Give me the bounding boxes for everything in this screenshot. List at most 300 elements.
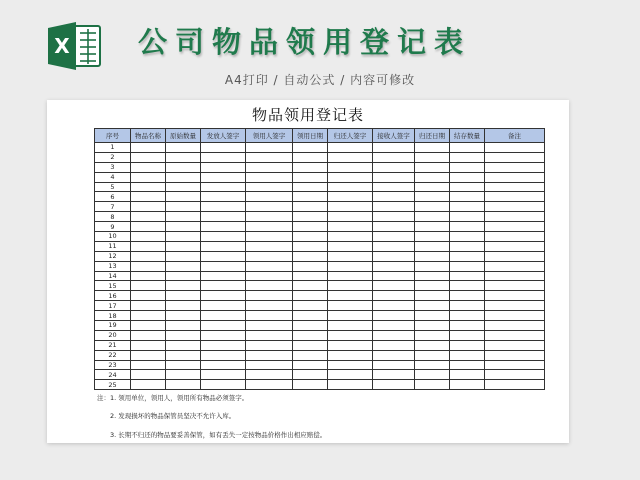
empty-cell[interactable] (293, 143, 328, 153)
empty-cell[interactable] (328, 261, 373, 271)
empty-cell[interactable] (166, 172, 201, 182)
empty-cell[interactable] (246, 222, 293, 232)
empty-cell[interactable] (166, 212, 201, 222)
empty-cell[interactable] (166, 380, 201, 390)
empty-cell[interactable] (246, 241, 293, 251)
empty-cell[interactable] (328, 162, 373, 172)
empty-cell[interactable] (373, 162, 415, 172)
empty-cell[interactable] (485, 291, 545, 301)
empty-cell[interactable] (131, 172, 166, 182)
row-number-cell[interactable]: 18 (95, 311, 131, 321)
empty-cell[interactable] (293, 182, 328, 192)
empty-cell[interactable] (201, 330, 246, 340)
empty-cell[interactable] (166, 251, 201, 261)
empty-cell[interactable] (450, 232, 485, 242)
empty-cell[interactable] (166, 360, 201, 370)
empty-cell[interactable] (166, 330, 201, 340)
empty-cell[interactable] (131, 143, 166, 153)
empty-cell[interactable] (166, 271, 201, 281)
empty-cell[interactable] (328, 330, 373, 340)
empty-cell[interactable] (415, 360, 450, 370)
empty-cell[interactable] (328, 311, 373, 321)
row-number-cell[interactable]: 11 (95, 241, 131, 251)
empty-cell[interactable] (201, 340, 246, 350)
empty-cell[interactable] (246, 370, 293, 380)
column-header: 接收人签字 (373, 129, 415, 143)
empty-cell[interactable] (373, 311, 415, 321)
empty-cell[interactable] (246, 202, 293, 212)
empty-cell[interactable] (166, 143, 201, 153)
empty-cell[interactable] (131, 360, 166, 370)
empty-cell[interactable] (450, 271, 485, 281)
empty-cell[interactable] (293, 281, 328, 291)
empty-cell[interactable] (485, 360, 545, 370)
table-row (95, 261, 545, 271)
empty-cell[interactable] (201, 261, 246, 271)
empty-cell[interactable] (246, 152, 293, 162)
empty-cell[interactable] (201, 241, 246, 251)
empty-cell[interactable] (328, 152, 373, 162)
empty-cell[interactable] (373, 291, 415, 301)
empty-cell[interactable] (450, 360, 485, 370)
empty-cell[interactable] (373, 330, 415, 340)
empty-cell[interactable] (131, 162, 166, 172)
empty-cell[interactable] (201, 350, 246, 360)
empty-cell[interactable] (166, 321, 201, 331)
empty-cell[interactable] (246, 162, 293, 172)
row-number-cell[interactable]: 24 (95, 370, 131, 380)
empty-cell[interactable] (293, 162, 328, 172)
table-row (95, 251, 545, 261)
empty-cell[interactable] (246, 172, 293, 182)
empty-cell[interactable] (293, 350, 328, 360)
empty-cell[interactable] (485, 172, 545, 182)
empty-cell[interactable] (373, 182, 415, 192)
empty-cell[interactable] (485, 182, 545, 192)
empty-cell[interactable] (201, 182, 246, 192)
empty-cell[interactable] (373, 360, 415, 370)
empty-cell[interactable] (201, 143, 246, 153)
empty-cell[interactable] (131, 152, 166, 162)
empty-cell[interactable] (201, 370, 246, 380)
empty-cell[interactable] (373, 271, 415, 281)
empty-cell[interactable] (131, 291, 166, 301)
empty-cell[interactable] (450, 340, 485, 350)
empty-cell[interactable] (373, 340, 415, 350)
column-header: 物品名称 (131, 129, 166, 143)
empty-cell[interactable] (415, 241, 450, 251)
empty-cell[interactable] (328, 380, 373, 390)
empty-cell[interactable] (415, 340, 450, 350)
column-header: 备注 (485, 129, 545, 143)
empty-cell[interactable] (131, 192, 166, 202)
excel-icon (46, 20, 102, 72)
empty-cell[interactable] (415, 162, 450, 172)
empty-cell[interactable] (201, 192, 246, 202)
empty-cell[interactable] (450, 241, 485, 251)
empty-cell[interactable] (450, 370, 485, 380)
empty-cell[interactable] (293, 370, 328, 380)
empty-cell[interactable] (485, 271, 545, 281)
empty-cell[interactable] (131, 281, 166, 291)
empty-cell[interactable] (415, 261, 450, 271)
empty-cell[interactable] (450, 311, 485, 321)
row-number-cell[interactable]: 13 (95, 261, 131, 271)
empty-cell[interactable] (328, 143, 373, 153)
empty-cell[interactable] (131, 340, 166, 350)
empty-cell[interactable] (166, 222, 201, 232)
empty-cell[interactable] (373, 380, 415, 390)
empty-cell[interactable] (246, 192, 293, 202)
empty-cell[interactable] (373, 251, 415, 261)
empty-cell[interactable] (293, 380, 328, 390)
empty-cell[interactable] (166, 301, 201, 311)
empty-cell[interactable] (166, 202, 201, 212)
table-row (95, 380, 545, 390)
empty-cell[interactable] (166, 350, 201, 360)
empty-cell[interactable] (246, 380, 293, 390)
empty-cell[interactable] (166, 162, 201, 172)
table-row (95, 321, 545, 331)
empty-cell[interactable] (373, 232, 415, 242)
table-row (95, 301, 545, 311)
empty-cell[interactable] (246, 143, 293, 153)
row-number-cell[interactable]: 17 (95, 301, 131, 311)
empty-cell[interactable] (246, 261, 293, 271)
row-number-cell[interactable]: 4 (95, 172, 131, 182)
row-number-cell[interactable]: 19 (95, 321, 131, 331)
row-number-cell[interactable]: 14 (95, 271, 131, 281)
table-row (95, 222, 545, 232)
row-number-cell[interactable]: 12 (95, 251, 131, 261)
empty-cell[interactable] (246, 311, 293, 321)
empty-cell[interactable] (450, 143, 485, 153)
empty-cell[interactable] (293, 330, 328, 340)
empty-cell[interactable] (293, 212, 328, 222)
row-number-cell[interactable]: 5 (95, 182, 131, 192)
empty-cell[interactable] (415, 311, 450, 321)
empty-cell[interactable] (201, 301, 246, 311)
empty-cell[interactable] (246, 330, 293, 340)
empty-cell[interactable] (373, 350, 415, 360)
empty-cell[interactable] (166, 192, 201, 202)
empty-cell[interactable] (131, 241, 166, 251)
empty-cell[interactable] (450, 350, 485, 360)
row-number-cell[interactable]: 20 (95, 330, 131, 340)
empty-cell[interactable] (131, 311, 166, 321)
empty-cell[interactable] (373, 222, 415, 232)
empty-cell[interactable] (485, 232, 545, 242)
row-number-cell[interactable]: 1 (95, 143, 131, 153)
empty-cell[interactable] (201, 202, 246, 212)
empty-cell[interactable] (328, 301, 373, 311)
empty-cell[interactable] (293, 261, 328, 271)
empty-cell[interactable] (485, 370, 545, 380)
empty-cell[interactable] (293, 340, 328, 350)
empty-cell[interactable] (201, 172, 246, 182)
empty-cell[interactable] (373, 241, 415, 251)
empty-cell[interactable] (450, 330, 485, 340)
empty-cell[interactable] (293, 202, 328, 212)
empty-cell[interactable] (450, 172, 485, 182)
empty-cell[interactable] (450, 202, 485, 212)
empty-cell[interactable] (166, 340, 201, 350)
empty-cell[interactable] (450, 321, 485, 331)
table-row (95, 192, 545, 202)
empty-cell[interactable] (131, 321, 166, 331)
empty-cell[interactable] (450, 291, 485, 301)
empty-cell[interactable] (415, 301, 450, 311)
empty-cell[interactable] (485, 261, 545, 271)
row-number-cell[interactable]: 7 (95, 202, 131, 212)
empty-cell[interactable] (415, 291, 450, 301)
empty-cell[interactable] (293, 222, 328, 232)
table-row (95, 370, 545, 380)
empty-cell[interactable] (415, 182, 450, 192)
empty-cell[interactable] (328, 192, 373, 202)
empty-cell[interactable] (450, 380, 485, 390)
empty-cell[interactable] (201, 162, 246, 172)
empty-cell[interactable] (246, 350, 293, 360)
empty-cell[interactable] (328, 172, 373, 182)
empty-cell[interactable] (166, 311, 201, 321)
empty-cell[interactable] (131, 380, 166, 390)
row-number-cell[interactable]: 15 (95, 281, 131, 291)
spreadsheet-preview (47, 100, 569, 443)
empty-cell[interactable] (485, 321, 545, 331)
empty-cell[interactable] (485, 162, 545, 172)
empty-cell[interactable] (246, 360, 293, 370)
row-number-cell[interactable]: 8 (95, 212, 131, 222)
empty-cell[interactable] (293, 360, 328, 370)
empty-cell[interactable] (485, 222, 545, 232)
empty-cell[interactable] (450, 281, 485, 291)
empty-cell[interactable] (328, 350, 373, 360)
table-row (95, 360, 545, 370)
empty-cell[interactable] (131, 202, 166, 212)
empty-cell[interactable] (373, 321, 415, 331)
empty-cell[interactable] (373, 212, 415, 222)
column-header: 发放人签字 (201, 129, 246, 143)
empty-cell[interactable] (328, 340, 373, 350)
empty-cell[interactable] (201, 222, 246, 232)
empty-cell[interactable] (485, 241, 545, 251)
empty-cell[interactable] (415, 350, 450, 360)
empty-cell[interactable] (328, 271, 373, 281)
empty-cell[interactable] (131, 330, 166, 340)
empty-cell[interactable] (201, 321, 246, 331)
empty-cell[interactable] (166, 241, 201, 251)
empty-cell[interactable] (328, 251, 373, 261)
empty-cell[interactable] (246, 291, 293, 301)
empty-cell[interactable] (201, 212, 246, 222)
table-row (95, 340, 545, 350)
empty-cell[interactable] (293, 152, 328, 162)
empty-cell[interactable] (415, 281, 450, 291)
empty-cell[interactable] (201, 232, 246, 242)
empty-cell[interactable] (450, 261, 485, 271)
row-number-cell[interactable]: 22 (95, 350, 131, 360)
empty-cell[interactable] (293, 311, 328, 321)
empty-cell[interactable] (201, 251, 246, 261)
empty-cell[interactable] (485, 340, 545, 350)
table-row (95, 232, 545, 242)
empty-cell[interactable] (328, 241, 373, 251)
empty-cell[interactable] (293, 271, 328, 281)
empty-cell[interactable] (373, 261, 415, 271)
row-number-cell[interactable]: 3 (95, 162, 131, 172)
empty-cell[interactable] (450, 162, 485, 172)
empty-cell[interactable] (373, 370, 415, 380)
empty-cell[interactable] (246, 251, 293, 261)
empty-cell[interactable] (485, 350, 545, 360)
empty-cell[interactable] (166, 291, 201, 301)
empty-cell[interactable] (131, 271, 166, 281)
table-row (95, 291, 545, 301)
empty-cell[interactable] (415, 370, 450, 380)
row-number-cell[interactable]: 23 (95, 360, 131, 370)
empty-cell[interactable] (415, 330, 450, 340)
empty-cell[interactable] (201, 380, 246, 390)
row-number-cell[interactable]: 10 (95, 232, 131, 242)
empty-cell[interactable] (246, 232, 293, 242)
empty-cell[interactable] (166, 261, 201, 271)
empty-cell[interactable] (201, 152, 246, 162)
empty-cell[interactable] (201, 271, 246, 281)
empty-cell[interactable] (373, 172, 415, 182)
empty-cell[interactable] (328, 182, 373, 192)
empty-cell[interactable] (328, 370, 373, 380)
empty-cell[interactable] (293, 241, 328, 251)
column-header: 归还人签字 (328, 129, 373, 143)
empty-cell[interactable] (415, 222, 450, 232)
empty-cell[interactable] (166, 182, 201, 192)
empty-cell[interactable] (131, 350, 166, 360)
empty-cell[interactable] (131, 212, 166, 222)
row-number-cell[interactable]: 2 (95, 152, 131, 162)
empty-cell[interactable] (246, 281, 293, 291)
empty-cell[interactable] (485, 152, 545, 162)
empty-cell[interactable] (450, 152, 485, 162)
empty-cell[interactable] (485, 311, 545, 321)
empty-cell[interactable] (131, 251, 166, 261)
empty-cell[interactable] (328, 291, 373, 301)
empty-cell[interactable] (293, 301, 328, 311)
empty-cell[interactable] (485, 251, 545, 261)
empty-cell[interactable] (450, 301, 485, 311)
empty-cell[interactable] (131, 261, 166, 271)
empty-cell[interactable] (166, 281, 201, 291)
empty-cell[interactable] (246, 182, 293, 192)
empty-cell[interactable] (131, 182, 166, 192)
table-row (95, 172, 545, 182)
empty-cell[interactable] (415, 143, 450, 153)
empty-cell[interactable] (450, 222, 485, 232)
empty-cell[interactable] (415, 212, 450, 222)
empty-cell[interactable] (246, 271, 293, 281)
empty-cell[interactable] (201, 291, 246, 301)
note-line-2: 2. 发现损坏的物品保管员坚决不允许入库。 (110, 412, 236, 420)
table-row (95, 182, 545, 192)
empty-cell[interactable] (293, 291, 328, 301)
empty-cell[interactable] (415, 321, 450, 331)
empty-cell[interactable] (246, 301, 293, 311)
empty-cell[interactable] (450, 192, 485, 202)
empty-cell[interactable] (415, 152, 450, 162)
empty-cell[interactable] (415, 192, 450, 202)
empty-cell[interactable] (328, 212, 373, 222)
empty-cell[interactable] (373, 192, 415, 202)
table-row (95, 350, 545, 360)
empty-cell[interactable] (201, 281, 246, 291)
row-number-cell[interactable]: 9 (95, 222, 131, 232)
empty-cell[interactable] (246, 212, 293, 222)
empty-cell[interactable] (415, 172, 450, 182)
empty-cell[interactable] (485, 301, 545, 311)
empty-cell[interactable] (373, 202, 415, 212)
empty-cell[interactable] (415, 202, 450, 212)
empty-cell[interactable] (201, 360, 246, 370)
empty-cell[interactable] (328, 232, 373, 242)
empty-cell[interactable] (293, 192, 328, 202)
empty-cell[interactable] (485, 281, 545, 291)
empty-cell[interactable] (373, 281, 415, 291)
empty-cell[interactable] (485, 202, 545, 212)
empty-cell[interactable] (485, 380, 545, 390)
empty-cell[interactable] (415, 271, 450, 281)
empty-cell[interactable] (450, 212, 485, 222)
empty-cell[interactable] (328, 281, 373, 291)
empty-cell[interactable] (373, 301, 415, 311)
empty-cell[interactable] (201, 311, 246, 321)
empty-cell[interactable] (415, 232, 450, 242)
empty-cell[interactable] (485, 192, 545, 202)
empty-cell[interactable] (485, 143, 545, 153)
empty-cell[interactable] (328, 222, 373, 232)
empty-cell[interactable] (166, 232, 201, 242)
empty-cell[interactable] (373, 152, 415, 162)
empty-cell[interactable] (485, 330, 545, 340)
empty-cell[interactable] (131, 370, 166, 380)
row-number-cell[interactable]: 16 (95, 291, 131, 301)
row-number-cell[interactable]: 25 (95, 380, 131, 390)
table-row (95, 212, 545, 222)
empty-cell[interactable] (293, 321, 328, 331)
empty-cell[interactable] (246, 340, 293, 350)
empty-cell[interactable] (328, 321, 373, 331)
empty-cell[interactable] (328, 360, 373, 370)
empty-cell[interactable] (166, 152, 201, 162)
empty-cell[interactable] (373, 143, 415, 153)
empty-cell[interactable] (485, 212, 545, 222)
empty-cell[interactable] (415, 251, 450, 261)
empty-cell[interactable] (450, 182, 485, 192)
empty-cell[interactable] (293, 251, 328, 261)
banner-title: 公司物品领用登记表 (138, 25, 472, 59)
empty-cell[interactable] (415, 380, 450, 390)
row-number-cell[interactable]: 21 (95, 340, 131, 350)
empty-cell[interactable] (246, 321, 293, 331)
empty-cell[interactable] (328, 202, 373, 212)
empty-cell[interactable] (293, 172, 328, 182)
row-number-cell[interactable]: 6 (95, 192, 131, 202)
empty-cell[interactable] (293, 232, 328, 242)
empty-cell[interactable] (450, 251, 485, 261)
empty-cell[interactable] (131, 232, 166, 242)
empty-cell[interactable] (131, 222, 166, 232)
empty-cell[interactable] (166, 370, 201, 380)
empty-cell[interactable] (131, 301, 166, 311)
